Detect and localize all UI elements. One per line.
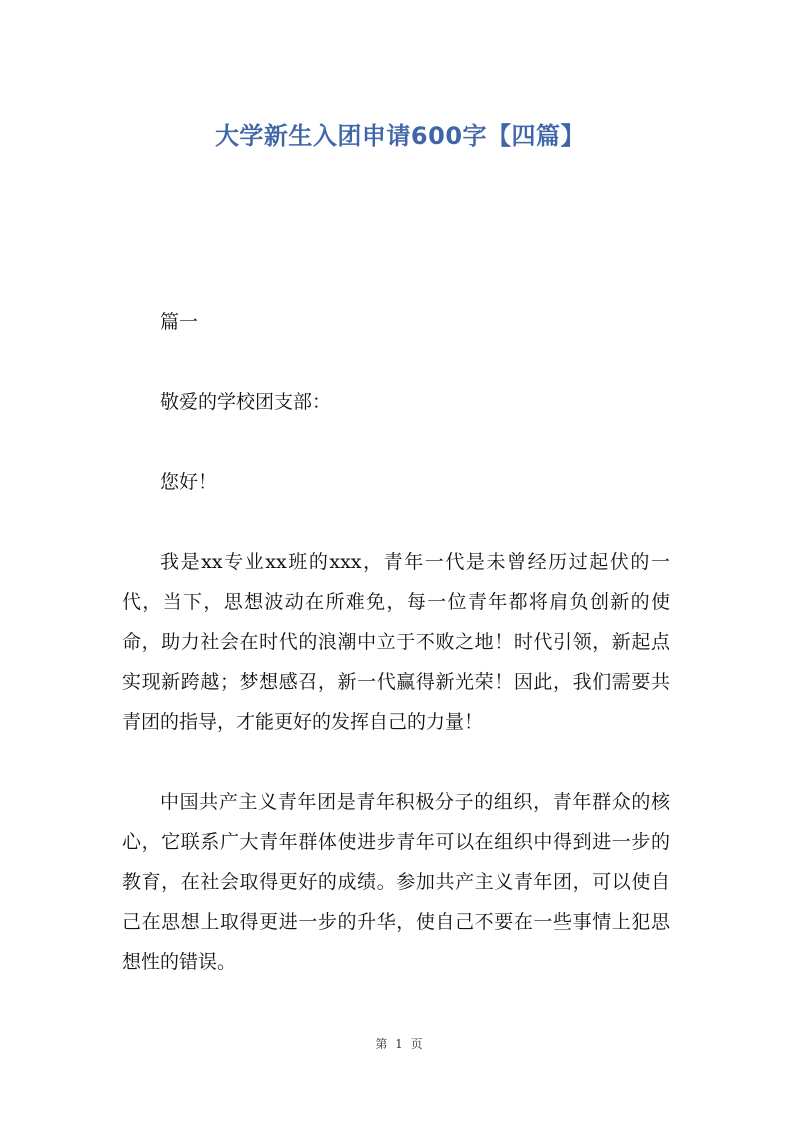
- document-title: 大学新生入团申请600字【四篇】: [214, 122, 586, 150]
- section-heading: 篇一: [160, 311, 199, 333]
- body-paragraph: 我是xx专业xx班的xxx，青年一代是未曾经历过起伏的一代，当下，思想波动在所难免，每一位青年都将肩负创新的使命，助力社会在时代的浪潮中立于不败之地！时代引领，新起点实现新跨越；梦想感召，新一代赢得新光荣！因此，我们需要共青团的指导，才能更好的发挥自己的力量！: [122, 551, 670, 733]
- page-number: 第 1 页: [375, 1037, 425, 1051]
- greeting: 您好！: [160, 471, 218, 493]
- salutation: 敬爱的学校团支部：: [160, 391, 332, 413]
- document-body: [122, 302, 670, 1022]
- body-paragraph: 中国共产主义青年团是青年积极分子的组织，青年群众的核心，它联系广大青年群体使进步青年可以在组织中得到进一步的教育，在社会取得更好的成绩。参加共产主义青年团，可以使自己在思想上取得更进一步的升华，使自己不要在一些事情上犯思想性的错误。: [122, 791, 670, 973]
